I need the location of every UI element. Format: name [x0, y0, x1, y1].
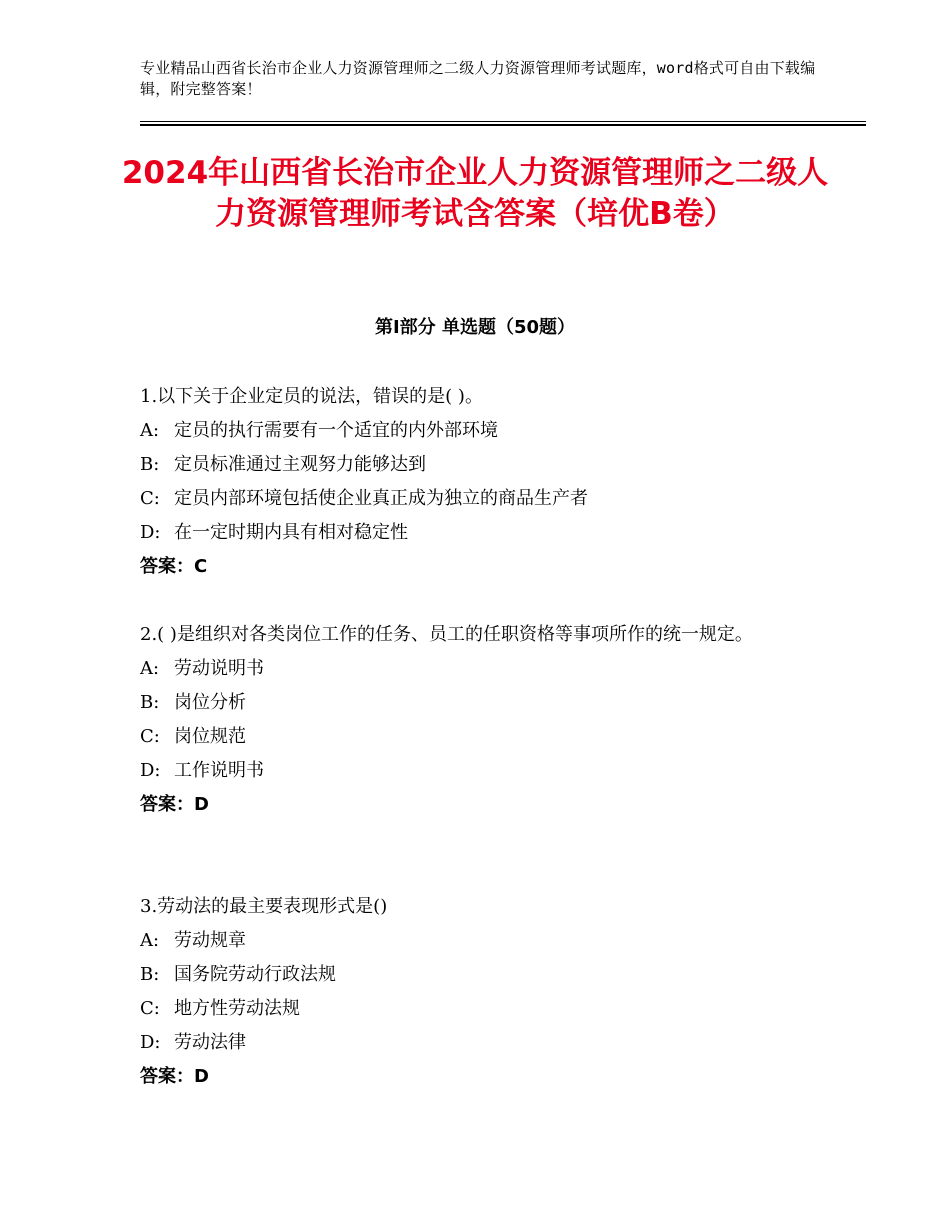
- option-letter: C:: [140, 726, 160, 747]
- option-b: [140, 686, 820, 720]
- document-title: 2024年山西省长治市企业人力资源管理师之二级人力资源管理师考试含答案（培优B卷）: [121, 155, 829, 232]
- option-text: 地方性劳动法规: [174, 998, 300, 1019]
- option-letter: D:: [140, 760, 161, 781]
- option-d: [140, 516, 820, 550]
- answer-line: 答案：C: [140, 556, 208, 577]
- question-3: [140, 890, 820, 1094]
- question-2: [140, 618, 820, 822]
- question-stem: 2.( )是组织对各类岗位工作的任务、员工的任职资格等事项所作的统一规定。: [140, 624, 753, 645]
- option-b: [140, 958, 820, 992]
- header-note: 专业精品山西省长治市企业人力资源管理师之二级人力资源管理师考试题库，word格式可自由下载编辑，附完整答案！: [140, 59, 816, 98]
- option-text: 劳动规章: [174, 930, 246, 951]
- option-c: [140, 992, 820, 1026]
- option-letter: A:: [140, 658, 160, 679]
- option-d: [140, 754, 820, 788]
- answer-line: 答案：D: [140, 1066, 209, 1087]
- option-c: [140, 720, 820, 754]
- option-text: 定员标准通过主观努力能够达到: [174, 454, 426, 475]
- option-letter: C:: [140, 998, 160, 1019]
- option-text: 工作说明书: [174, 760, 264, 781]
- option-letter: A:: [140, 420, 160, 441]
- question-stem: 3.劳动法的最主要表现形式是(): [140, 896, 388, 917]
- option-text: 定员内部环境包括使企业真正成为独立的商品生产者: [174, 488, 588, 509]
- option-a: [140, 414, 820, 448]
- option-letter: B:: [140, 964, 160, 985]
- option-letter: D:: [140, 1032, 161, 1053]
- option-text: 定员的执行需要有一个适宜的内外部环境: [174, 420, 498, 441]
- option-letter: B:: [140, 692, 160, 713]
- option-a: [140, 652, 820, 686]
- option-text: 劳动说明书: [174, 658, 264, 679]
- option-b: [140, 448, 820, 482]
- option-text: 劳动法律: [174, 1032, 246, 1053]
- option-letter: C:: [140, 488, 160, 509]
- option-d: [140, 1026, 820, 1060]
- option-text: 在一定时期内具有相对稳定性: [174, 522, 408, 543]
- header-divider-thick: [140, 124, 866, 126]
- option-letter: A:: [140, 930, 160, 951]
- option-a: [140, 924, 820, 958]
- question-stem: 1.以下关于企业定员的说法，错误的是( )。: [140, 386, 483, 407]
- header-divider: [140, 121, 866, 122]
- answer-line: 答案：D: [140, 794, 209, 815]
- section-title: 第Ⅰ部分 单选题（50题）: [374, 317, 575, 338]
- option-text: 国务院劳动行政法规: [174, 964, 336, 985]
- option-text: 岗位规范: [174, 726, 246, 747]
- option-text: 岗位分析: [174, 692, 246, 713]
- option-letter: B:: [140, 454, 160, 475]
- option-c: [140, 482, 820, 516]
- option-letter: D:: [140, 522, 161, 543]
- question-1: [140, 380, 820, 584]
